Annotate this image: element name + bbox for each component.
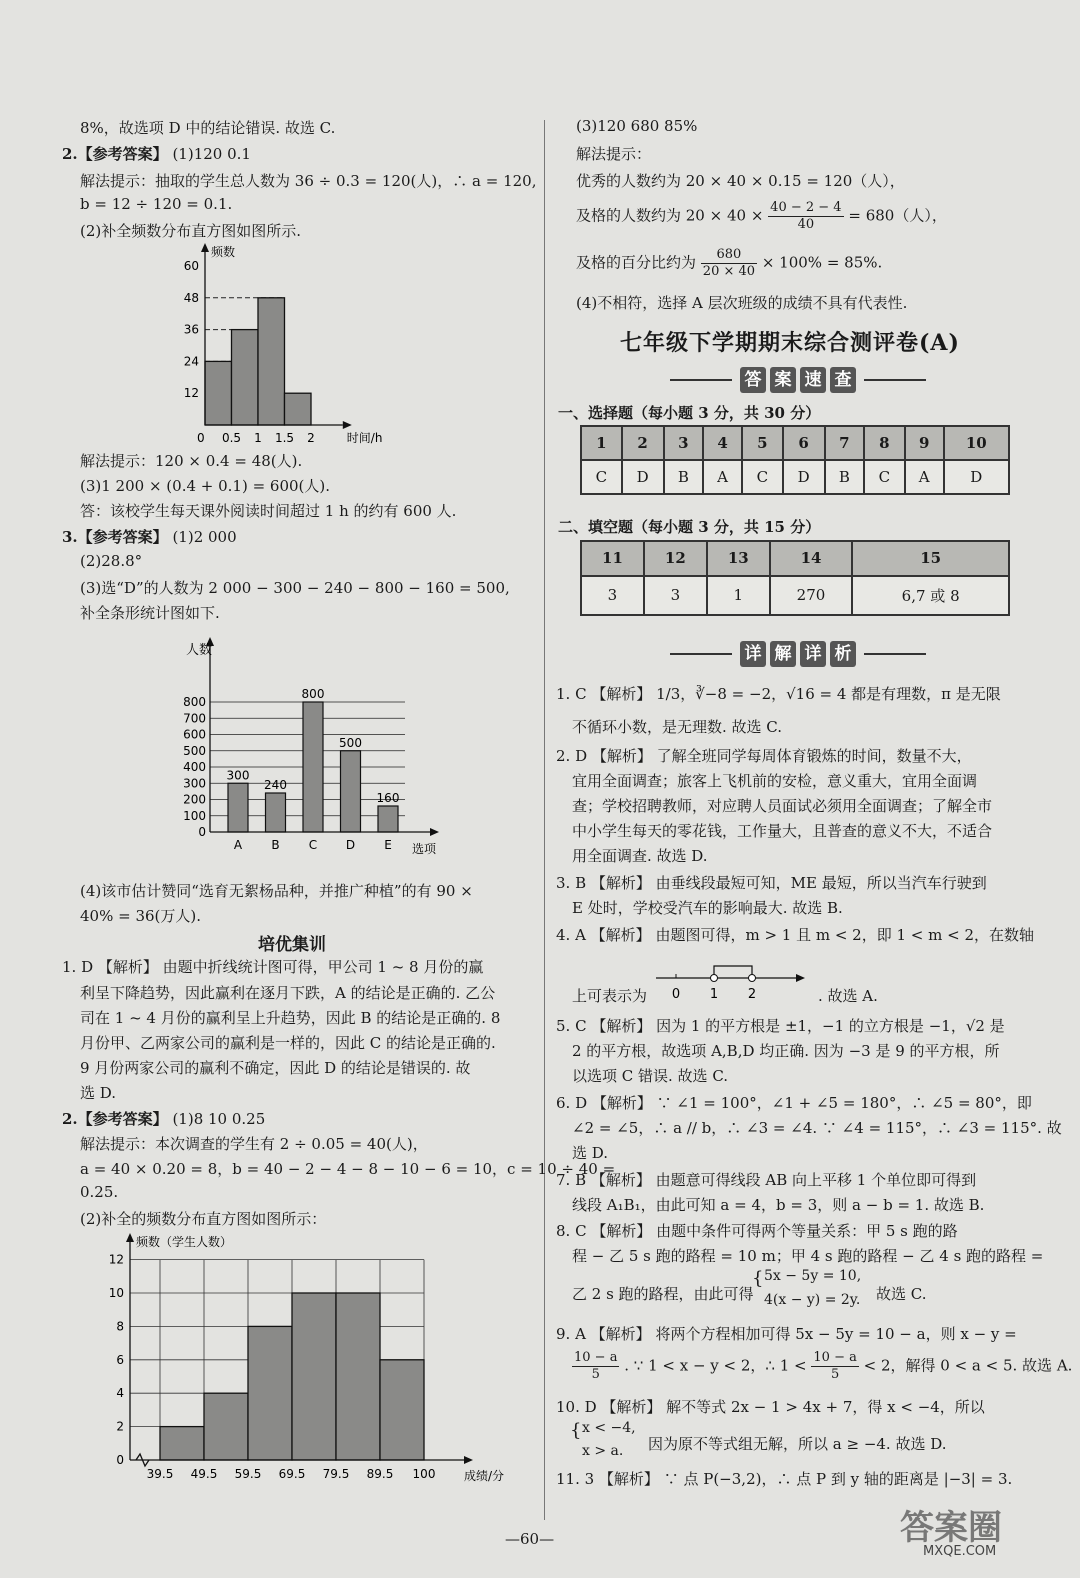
text-line: 用全面调查. 故选 D. [572, 847, 708, 865]
data-label: 240 [264, 778, 287, 792]
number-tick-label: 1 [709, 987, 719, 1002]
text-line: 因为原不等式组无解，所以 a ≥ −4. 故选 D. [648, 1435, 947, 1453]
table-cell: C [581, 460, 622, 494]
text-line: 7. B 【解析】 由题意可得线段 AB 向上平移 1 个单位即可得到 [556, 1171, 977, 1189]
text-line: 3. B 【解析】 由垂线段最短可知，ME 最短，所以当汽车行驶到 [556, 874, 987, 892]
fraction [701, 247, 757, 280]
text-line: 程 − 乙 5 s 跑的路程 = 10 m；甲 4 s 跑的路程 − 乙 4 s 跑的路程 = [572, 1247, 1044, 1265]
page-number: —60— [505, 1530, 555, 1548]
numerator: 10 − a [574, 1350, 618, 1365]
y-tick-label: 200 [183, 792, 206, 807]
ribbon-char: 速 [800, 367, 826, 393]
histogram-bar [160, 1427, 204, 1460]
equation: x < −4, [582, 1420, 636, 1436]
number-line [656, 960, 816, 1006]
x-tick-label: 0.5 [221, 431, 242, 445]
formula-line [572, 1350, 1072, 1383]
table-cell: 6,7 或 8 [852, 576, 1009, 615]
data-label: 800 [301, 687, 325, 701]
x-axis-arrow [430, 828, 439, 836]
choice-answer-table [580, 425, 1010, 495]
y-axis-label: 频数（学生人数） [136, 1235, 233, 1249]
y-tick-label: 12 [183, 386, 199, 401]
x-tick-label: 59.5 [234, 1467, 262, 1481]
y-tick-label: 10 [108, 1286, 124, 1300]
histogram-bar [285, 393, 312, 425]
fraction [572, 1350, 619, 1383]
denominator: 20 × 40 [702, 264, 756, 279]
y-tick-label: 36 [183, 322, 199, 337]
section-heading: 一、选择题（每小题 3 分，共 30 分） [558, 404, 821, 422]
x-tick-label: B [271, 838, 280, 852]
x-tick-label: 79.5 [322, 1467, 350, 1481]
y-tick-label: 700 [183, 711, 206, 726]
x-tick-label: 89.5 [366, 1467, 394, 1481]
table-cell: D [622, 460, 664, 494]
ribbon-char: 详 [740, 641, 766, 667]
x-axis-arrow [464, 1456, 473, 1464]
text-line: 选 D. [80, 1084, 117, 1102]
text-line: (4)该市估计赞同“选育无絮杨品种，并推广种植”的有 90 × [80, 882, 473, 900]
numerator: 40 − 2 − 4 [770, 200, 842, 215]
brace: { [752, 1268, 764, 1289]
table-cell: 270 [770, 576, 853, 615]
y-tick-label: 300 [183, 776, 206, 791]
histogram-bar [292, 1293, 336, 1460]
number-tick-label: 0 [671, 987, 681, 1002]
denominator: 5 [591, 1367, 600, 1382]
text-line: 10. D 【解析】 解不等式 2x − 1 > 4x + 7，得 x < −4，所以 [556, 1398, 985, 1416]
equation: 5x − 5y = 10, [764, 1268, 862, 1284]
histogram-bar [232, 330, 259, 425]
x-tick-label: 2 [307, 431, 315, 445]
histogram-bar [204, 1393, 248, 1460]
table-cell: D [783, 460, 825, 494]
data-label: 500 [339, 735, 362, 750]
text-line: 8. C 【解析】 由题中条件可得两个等量关系：甲 5 s 跑的路 [556, 1222, 958, 1240]
text-line: 解法提示：抽取的学生总人数为 36 ÷ 0.3 = 120(人)，∴ a = 120, [80, 172, 537, 190]
section-title: 培优集训 [258, 935, 326, 955]
fraction [811, 1350, 858, 1383]
bar [378, 806, 398, 832]
text-line: 解法提示：120 × 0.4 = 48(人). [80, 452, 303, 470]
x-tick-label: 1.5 [274, 431, 295, 445]
histogram-bar [205, 361, 232, 425]
x-tick-label: 49.5 [190, 1467, 218, 1481]
table-header-cell: 10 [944, 426, 1009, 460]
x-tick-label: D [345, 838, 356, 852]
text-line: a = 40 × 0.20 = 8，b = 40 − 2 − 4 − 8 − 10 − 6 = 10，c = 10 ÷ 40 = [80, 1160, 616, 1178]
x-tick-label: 69.5 [278, 1467, 306, 1481]
number-axis-arrow [796, 974, 805, 982]
text-line: 线段 A₁B₁，由此可知 a = 4，b = 3，则 a − b = 1. 故选 B. [572, 1196, 985, 1214]
denominator: 40 [797, 217, 815, 232]
table-header-cell: 5 [742, 426, 783, 460]
table-row [581, 460, 1009, 494]
text-line: 补全条形统计图如下. [80, 604, 220, 622]
y-axis-arrow [126, 1233, 134, 1242]
ribbon-rule [864, 653, 926, 655]
y-axis-arrow [201, 243, 209, 252]
text-span: 及格的人数约为 20 × 40 × [576, 206, 764, 225]
open-endpoint [711, 975, 718, 982]
numerator: 680 [701, 247, 757, 264]
table-header-cell: 14 [770, 541, 853, 576]
y-tick-label: 12 [108, 1252, 124, 1267]
text-line: 1. D 【解析】 由题中折线统计图可得，甲公司 1 ~ 8 月份的赢 [62, 958, 484, 976]
column-divider [544, 120, 545, 1520]
text-line: 8%，故选项 D 中的结论错误. 故选 C. [80, 119, 336, 137]
y-tick-label: 800 [183, 695, 206, 709]
y-tick-label: 24 [183, 354, 199, 369]
text-span: 及格的百分比约为 [576, 253, 697, 272]
text-line: 1. C 【解析】 1/3，∛−8 = −2，√16 = 4 都是有理数，π 是无限 [556, 685, 1001, 703]
answer-text: (1)8 10 0.25 [172, 1110, 266, 1128]
text-line: ∠2 = ∠5，∴ a // b，∴ ∠3 = ∠4. ∵ ∠4 = 115°，∴ ∠3 = 115°. 故 [572, 1119, 1062, 1137]
table-row [581, 576, 1009, 615]
formula-line [572, 1283, 754, 1304]
answer-text: (1)2 000 [172, 528, 237, 546]
ribbon-rule [670, 653, 732, 655]
text-line: 9 月份两家公司的赢利不确定，因此 D 的结论是错误的. 故 [80, 1059, 471, 1077]
text-line: 6. D 【解析】 ∵ ∠1 = 100°，∠1 + ∠5 = 180°，∴ ∠5 = 80°，即 [556, 1094, 1032, 1112]
y-tick-label: 500 [183, 743, 206, 758]
y-tick-label: 400 [183, 760, 206, 774]
y-tick-label: 2 [116, 1419, 124, 1434]
y-tick-label: 6 [116, 1352, 124, 1367]
text-line: 解法提示： [576, 145, 652, 163]
bar [303, 702, 323, 832]
equation: x > a. [582, 1443, 624, 1459]
table-cell: B [825, 460, 864, 494]
table-cell: A [703, 460, 742, 494]
text-span: . ∵ 1 < x − y < 2，∴ 1 < [624, 1356, 807, 1375]
answer-label: 2.【参考答案】 [62, 1110, 168, 1128]
table-header-cell: 4 [703, 426, 742, 460]
formula-line [576, 247, 882, 280]
text-line: (2)补全频数分布直方图如图所示. [80, 222, 302, 240]
y-tick-label: 8 [116, 1319, 124, 1334]
table-header-cell: 9 [905, 426, 944, 460]
table-header-cell: 2 [622, 426, 664, 460]
histogram-scores [90, 1228, 530, 1490]
text-line: E 处时，学校受汽车的影响最大. 故选 B. [572, 899, 843, 917]
section-heading: 二、填空题（每小题 3 分，共 15 分） [558, 518, 821, 536]
table-header-cell: 7 [825, 426, 864, 460]
data-label: 160 [376, 791, 400, 805]
text-line: 优秀的人数约为 20 × 40 × 0.15 = 120（人）， [576, 172, 905, 190]
histogram-bar [336, 1293, 380, 1460]
text-line: b = 12 ÷ 120 = 0.1. [80, 195, 233, 213]
open-endpoint [749, 975, 756, 982]
text-line: 0.25. [80, 1183, 119, 1201]
table-header-cell: 12 [644, 541, 707, 576]
equation: 4(x − y) = 2y. [764, 1292, 861, 1308]
text-span: 乙 2 s 跑的路程，由此可得 [572, 1285, 754, 1303]
ribbon-rule [670, 379, 732, 381]
ribbon-answers [664, 367, 932, 393]
table-cell: 3 [644, 576, 707, 615]
text-line: 答：该校学生每天课外阅读时间超过 1 h 的约有 600 人. [80, 502, 457, 520]
watermark-url: MXQE.COM [923, 1544, 997, 1559]
text-line: 5. C 【解析】 因为 1 的平方根是 ±1，−1 的立方根是 −1，√2 是 [556, 1017, 1005, 1035]
text-line: 不循环小数，是无理数. 故选 C. [572, 718, 783, 736]
y-tick-label: 4 [116, 1386, 124, 1401]
x-tick-label: A [233, 838, 243, 852]
x-tick-label: 39.5 [146, 1467, 174, 1481]
text-line: (2)补全的频数分布直方图如图所示： [80, 1210, 327, 1228]
table-cell: B [664, 460, 703, 494]
ribbon-char: 详 [800, 641, 826, 667]
y-tick-label: 48 [183, 290, 199, 305]
fraction [768, 200, 843, 233]
ribbon-rule [864, 379, 926, 381]
y-tick-label: 100 [183, 808, 206, 823]
x-axis-label: 时间/h [346, 431, 383, 445]
question-3 [62, 526, 237, 547]
x-tick-label: 1 [254, 431, 262, 445]
watermark-logo: 答案圈 [900, 1508, 1002, 1548]
text-line: 以选项 C 错误. 故选 C. [572, 1067, 729, 1085]
fill-answer-table [580, 540, 1010, 616]
answer-text: (1)120 0.1 [172, 145, 251, 163]
text-line: . 故选 A. [818, 987, 878, 1005]
ribbon-char: 查 [830, 367, 856, 393]
text-line: (3)120 680 85% [576, 117, 698, 135]
text-span: × 100% = 85%. [761, 253, 883, 272]
y-axis-label: 人数 [186, 643, 213, 658]
table-header-cell: 11 [581, 541, 644, 576]
histogram-bar [258, 298, 285, 425]
y-tick-label: 0 [198, 825, 206, 839]
x-tick-label: E [384, 838, 392, 852]
y-tick-label: 0 [116, 1453, 124, 1467]
y-axis-label: 频数 [211, 245, 236, 259]
text-span: < 2，解得 0 < a < 5. 故选 A. [863, 1356, 1073, 1375]
table-header-cell: 1 [581, 426, 622, 460]
table-header-cell: 13 [707, 541, 770, 576]
bar [266, 793, 286, 832]
histogram-bar [248, 1326, 292, 1460]
answer-label: 3.【参考答案】 [62, 528, 168, 546]
histogram-bar [380, 1360, 424, 1460]
text-span: = 680（人）， [848, 206, 947, 225]
text-line: 上可表示为 [572, 987, 648, 1005]
table-cell: A [905, 460, 944, 494]
text-line: 2. D 【解析】 了解全班同学每周体育锻炼的时间，数量不大， [556, 747, 972, 765]
question-2b [62, 1108, 265, 1129]
question-2 [62, 143, 251, 164]
ribbon-explanations [664, 641, 932, 667]
text-line: (3)1 200 × (0.4 + 0.1) = 600(人). [80, 477, 331, 495]
text-line: 2 的平方根，故选项 A,B,D 均正确. 因为 −3 是 9 的平方根，所 [572, 1042, 1000, 1060]
text-line: 月份甲、乙两家公司的赢利是一样的，因此 C 的结论是正确的. [80, 1034, 496, 1052]
table-cell: D [944, 460, 1009, 494]
test-title: 七年级下学期期末综合测评卷(A) [620, 330, 960, 356]
table-cell: 1 [707, 576, 770, 615]
data-label: 300 [226, 768, 250, 783]
formula-line [576, 200, 947, 233]
y-tick-label: 600 [183, 727, 206, 742]
bar-chart-options [150, 632, 460, 862]
ribbon-char: 析 [830, 641, 856, 667]
numerator: 10 − a [813, 1350, 857, 1365]
denominator: 5 [830, 1367, 840, 1382]
table-header-cell: 8 [864, 426, 905, 460]
number-tick-label: 2 [747, 987, 757, 1002]
ribbon-char: 案 [770, 367, 796, 393]
table-header-cell: 6 [783, 426, 825, 460]
text-line: 利呈下降趋势，因此赢利在逐月下跌，A 的结论是正确的. 乙公 [80, 984, 496, 1002]
text-line: 司在 1 ~ 4 月份的赢利呈上升趋势，因此 B 的结论是正确的. 8 [80, 1009, 501, 1027]
ribbon-char: 解 [770, 641, 796, 667]
table-header-cell: 15 [852, 541, 1009, 576]
y-tick-label: 60 [183, 259, 199, 273]
text-line: (2)28.8° [80, 552, 143, 570]
answer-label: 2.【参考答案】 [62, 145, 168, 163]
table-header-row [581, 541, 1009, 576]
origin-label: 0 [197, 431, 205, 445]
histogram-reading-time [170, 240, 400, 445]
text-line: 11. 3 【解析】 ∵ 点 P(−3,2)，∴ 点 P 到 y 轴的距离是 |−3| = 3. [556, 1470, 1013, 1488]
bar [228, 783, 248, 832]
table-cell: C [742, 460, 783, 494]
text-line: 9. A 【解析】 将两个方程相加可得 5x − 5y = 10 − a，则 x − y = [556, 1325, 1017, 1343]
table-header-cell: 3 [664, 426, 703, 460]
bar [341, 751, 361, 832]
text-line: (4)不相符，选择 A 层次班级的成绩不具有代表性. [576, 294, 908, 312]
interval-bracket [714, 966, 752, 978]
table-cell: C [864, 460, 905, 494]
ribbon-char: 答 [740, 367, 766, 393]
x-axis-label: 选项 [412, 842, 437, 856]
text-line: 故选 C. [876, 1285, 927, 1303]
text-line: 查；学校招聘教师，对应聘人员面试必须用全面调查；了解全市 [572, 797, 993, 815]
table-header-row [581, 426, 1009, 460]
text-line: 中小学生每天的零花钱，工作量大，且普查的意义不大，不适合 [572, 822, 993, 840]
text-line: 宜用全面调查；旅客上飞机前的安检，意义重大，宜用全面调 [572, 772, 978, 790]
x-tick-label: C [308, 838, 318, 852]
x-tick-label: 100 [412, 1467, 436, 1481]
x-axis-label: 成绩/分 [464, 1469, 505, 1483]
text-line: 选 D. [572, 1144, 609, 1162]
text-line: 40% = 36(万人). [80, 907, 202, 925]
x-axis-arrow [343, 421, 352, 429]
table-cell: 3 [581, 576, 644, 615]
text-line: 4. A 【解析】 由题图可得，m > 1 且 m < 2，即 1 < m < 2，在数轴 [556, 926, 1035, 944]
brace: { [570, 1420, 582, 1441]
text-line: (3)选“D”的人数为 2 000 − 300 − 240 − 800 − 160 = 500, [80, 579, 510, 597]
text-line: 解法提示：本次调查的学生有 2 ÷ 0.05 = 40(人)， [80, 1135, 428, 1153]
